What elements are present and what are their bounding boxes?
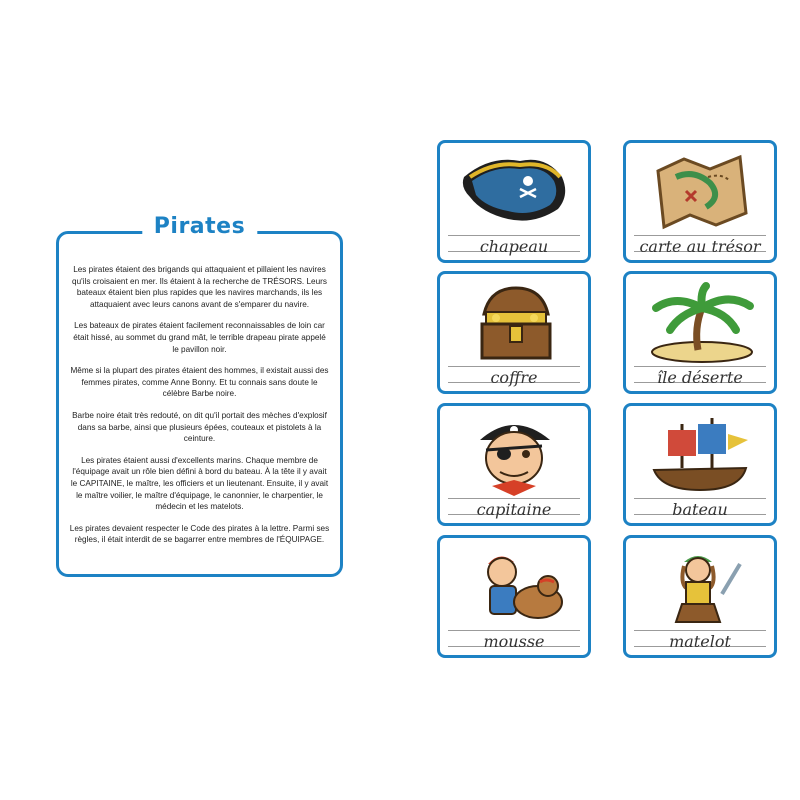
ship-boy-icon [450, 542, 578, 630]
treasure-chest-icon [450, 278, 578, 366]
card-matelot [623, 535, 777, 658]
panel-title: Pirates [142, 214, 257, 239]
card-bateau [623, 403, 777, 526]
card-coffre [437, 271, 591, 394]
paragraph: Les pirates devaient respecter le Code des pirates à la lettre. Parmi ses règles, il était interdit de se bagarrer entre membres de l'ÉQUIPAGE. [69, 523, 330, 545]
card-chapeau [437, 140, 591, 263]
info-panel [56, 214, 343, 577]
card-word: île déserte [657, 368, 743, 387]
desert-island-icon [636, 278, 764, 366]
sailor-girl-icon [636, 542, 764, 630]
card-ile-deserte [623, 271, 777, 394]
pirate-captain-icon [450, 410, 578, 498]
card-word: bateau [672, 500, 728, 519]
pirate-hat-icon [450, 147, 578, 235]
panel-text [69, 264, 330, 556]
paragraph: Les pirates étaient aussi d'excellents marins. Chaque membre de l'équipage avait un rôle bien défini à bord du bateau. À la tête il y avait le CAPITAINE, le maître, les officiers et un lieutenant. Ensuite, il y avait le maître voilier, le maître d'équipage, le canonnier, le charpentier, le médecin et les matelots. [70, 455, 329, 512]
card-capitaine [437, 403, 591, 526]
card-word: carte au trésor [639, 237, 761, 256]
card-word: capitaine [476, 500, 552, 519]
treasure-map-icon [636, 147, 764, 235]
card-word: matelot [669, 632, 731, 651]
card-word: coffre [490, 368, 538, 387]
pirate-ship-icon [636, 410, 764, 498]
paragraph: Barbe noire était très redouté, on dit qu'il portait des mèches d'explosif dans sa barbe, ainsi que plusieurs épées, couteaux et pistolets à la ceinture. [72, 410, 327, 444]
card-mousse [437, 535, 591, 658]
paragraph: Même si la plupart des pirates étaient des hommes, il existait aussi des femmes pirates, comme Anne Bonny. Et tu connais sans doute le célèbre Barbe noire. [70, 366, 329, 399]
paragraph: Les bateaux de pirates étaient facilement reconnaissables de loin car était hissé, au sommet du grand mât, le terrible drapeau pirate appelé le pavillon noir. [73, 321, 326, 354]
card-word: chapeau [479, 237, 549, 256]
paragraph: Les pirates étaient des brigands qui attaquaient et pillaient les navires qu'ils croisaient en mer. Ils étaient à la recherche de TRÉSORS. Leurs bateaux étaient bien plus rapides que les navires marchands, ils les attaquaient avec leurs canons avant de s'emparer du navire. [72, 265, 327, 309]
card-carte-au-tresor [623, 140, 777, 263]
card-word: mousse [483, 632, 545, 651]
